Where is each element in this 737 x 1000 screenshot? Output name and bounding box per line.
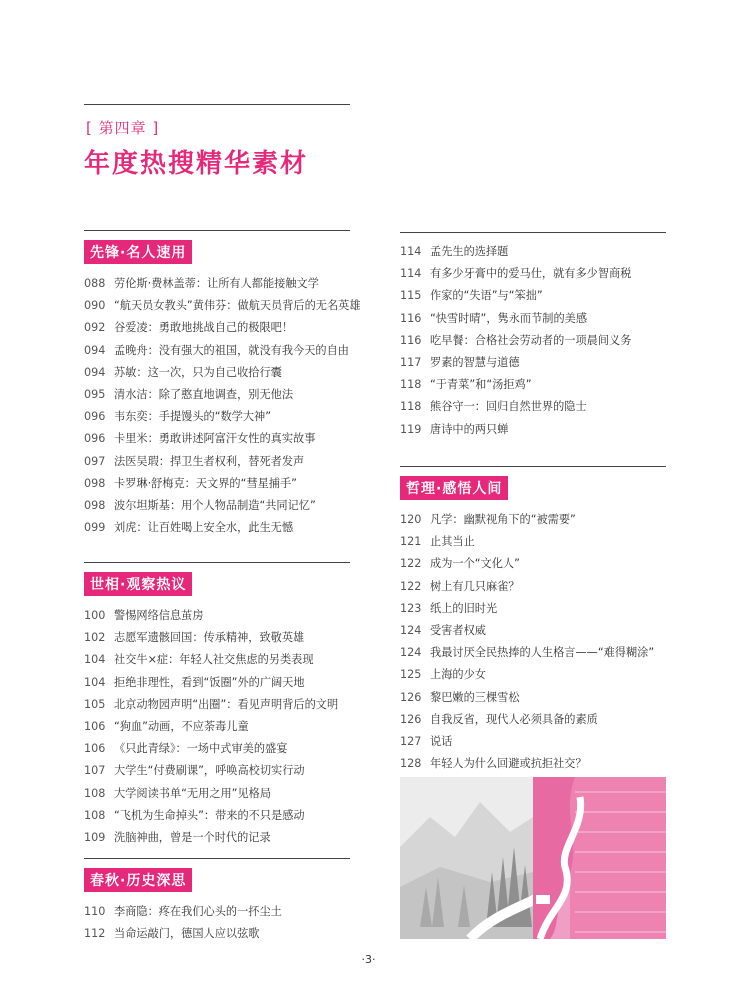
toc-page-number: 097 — [84, 454, 106, 468]
toc-page-number: 098 — [84, 498, 106, 512]
toc-entry — [400, 396, 666, 418]
toc-entry-title: “航天员女教头”黄伟芬：做航天员背后的无名英雄 — [114, 299, 361, 313]
toc-entry — [400, 553, 666, 575]
section-vanguard — [84, 230, 361, 539]
toc-entry-title: 上海的少女 — [430, 668, 486, 682]
toc-entry-title: 李商隐：疼在我们心头的一抔尘土 — [114, 905, 282, 918]
toc-entry — [400, 731, 666, 753]
toc-page-number: 090 — [84, 299, 106, 313]
landscape-illustration — [400, 777, 666, 939]
toc-page-number: 094 — [84, 365, 106, 379]
toc-entry — [84, 273, 350, 295]
toc-page-number: 126 — [400, 712, 422, 726]
toc-entry-title: 北京动物园声明“出圈”：看见声明背后的文明 — [114, 697, 339, 711]
toc-page-number: 123 — [400, 601, 422, 615]
toc-page-number: 119 — [400, 422, 422, 436]
chapter-top-rule — [84, 104, 350, 105]
section-history — [84, 858, 350, 945]
toc-entry-title: 卡罗琳·舒梅克：天文界的“彗星捕手” — [114, 476, 297, 490]
toc-page-number: 105 — [84, 697, 106, 711]
toc-page-number: 098 — [84, 476, 106, 490]
toc-page-number: 099 — [84, 521, 106, 535]
toc-entry — [84, 340, 350, 362]
toc-page-number: 104 — [84, 675, 106, 689]
toc-page-number: 114 — [400, 245, 422, 258]
toc-page-number: 092 — [84, 321, 106, 335]
toc-entry — [400, 598, 666, 620]
toc-page-number: 094 — [84, 343, 106, 357]
toc-page-number: 095 — [84, 387, 106, 401]
chapter-title: 年度热搜精华素材 — [84, 149, 309, 179]
toc-page-number: 106 — [84, 742, 106, 756]
toc-entry-title: 大学阅读书单“无用之用”见格局 — [114, 786, 272, 800]
toc-page-number: 117 — [400, 355, 422, 369]
toc-entry — [400, 352, 666, 374]
toc-entry-title: 孟先生的选择题 — [430, 245, 509, 258]
toc-entry — [84, 605, 350, 627]
toc-entry — [400, 620, 666, 642]
toc-page-number: 120 — [400, 513, 422, 526]
toc-entry-title: 苏敏：这一次，只为自己收拾行囊 — [114, 365, 282, 379]
toc-entry-title: 孟晚舟：没有强大的祖国，就没有我今天的自由 — [114, 343, 349, 357]
toc-page-number: 124 — [400, 646, 422, 660]
toc-entry — [84, 473, 350, 495]
toc-page-number: 114 — [400, 267, 422, 281]
toc-entry-title: 吃早餐：合格社会劳动者的一项晨间义务 — [430, 333, 632, 347]
page-number: ·3· — [361, 953, 376, 966]
toc-entry — [84, 295, 361, 317]
toc-entry-title: 成为一个“文化人” — [430, 557, 520, 571]
toc-page-number: 118 — [400, 400, 422, 414]
toc-entry — [400, 241, 666, 263]
toc-entry-title: 社交牛×症：年轻人社交焦虑的另类表现 — [114, 653, 314, 667]
toc-page-number: 108 — [84, 786, 106, 800]
chapter-label: [ 第四章 ] — [86, 119, 160, 137]
toc-entry — [400, 419, 666, 441]
toc-entry-title: 当命运敲门，德国人应以弦歌 — [114, 927, 260, 941]
toc-page-number: 122 — [400, 557, 422, 571]
toc-entry-title: 树上有几只麻雀？ — [430, 579, 520, 593]
toc-entry — [84, 716, 350, 738]
toc-page-number: 121 — [400, 535, 422, 549]
section-society — [84, 562, 350, 849]
toc-entry-title: 说话 — [430, 734, 453, 748]
toc-entry — [84, 649, 350, 671]
toc-page-number: 102 — [84, 631, 106, 645]
toc-entry-title: 志愿军遗骸回国：传承精神，致敬英雄 — [114, 631, 305, 645]
toc-entry — [400, 263, 666, 285]
toc-entry — [400, 531, 666, 553]
toc-entry — [400, 642, 666, 664]
toc-entry — [400, 330, 666, 352]
toc-entry — [400, 374, 666, 396]
toc-entry-title: 拒绝非理性，看到“饭圈”外的广阔天地 — [114, 675, 305, 689]
toc-entry — [400, 664, 666, 686]
toc-entry-title: 唐诗中的两只蝉 — [430, 422, 509, 436]
toc-list — [400, 509, 666, 775]
toc-entry — [84, 672, 350, 694]
toc-entry — [84, 760, 350, 782]
section-header: 春秋·历史深思 — [84, 868, 192, 892]
toc-entry — [400, 308, 666, 330]
toc-entry-title: “于青菜”和“汤拒鸡” — [430, 378, 532, 392]
toc-entry-title: 韦东奕：手提馒头的“数学大神” — [114, 410, 272, 424]
toc-entry — [400, 509, 666, 531]
toc-page-number: 088 — [84, 277, 106, 290]
toc-entry — [84, 495, 350, 517]
toc-page-number: 125 — [400, 668, 422, 682]
toc-entry-title: 劳伦斯·费林盖蒂：让所有人都能接触文学 — [114, 277, 319, 290]
toc-page-number: 124 — [400, 623, 422, 637]
section-philosophy — [400, 466, 666, 775]
toc-entry-title: 洗脑神曲，曾是一个时代的记录 — [114, 830, 271, 844]
toc-entry-title: “飞机为生命掉头”：带来的不只是感动 — [114, 808, 305, 822]
toc-entry-title: 警惕网络信息茧房 — [114, 609, 204, 622]
toc-entry-title: 自我反省，现代人必须具备的素质 — [430, 712, 598, 726]
toc-page-number: 107 — [84, 764, 106, 778]
section-rule — [84, 230, 350, 231]
toc-entry-title: 《只此青绿》：一场中式审美的盛宴 — [114, 742, 288, 756]
toc-entry-title: 凡学：幽默视角下的“被需要” — [430, 513, 576, 526]
toc-entry — [400, 709, 666, 731]
toc-entry-title: 罗素的智慧与道德 — [430, 355, 520, 369]
toc-entry — [84, 923, 350, 945]
toc-entry-title: 谷爱凌：勇敢地挑战自己的极限吧！ — [114, 321, 294, 335]
section-header: 世相·观察热议 — [84, 572, 192, 596]
section-header: 哲理·感悟人间 — [400, 476, 508, 500]
toc-entry — [400, 753, 666, 775]
toc-entry — [84, 827, 350, 849]
toc-entry-title: “狗血”动画，不应荼毒儿童 — [114, 719, 249, 733]
toc-entry — [84, 805, 350, 827]
toc-page-number: 112 — [84, 927, 106, 941]
toc-entry — [400, 687, 666, 709]
section-header: 先锋·名人速用 — [84, 240, 192, 264]
toc-entry-title: 熊谷守一：回归自然世界的隐士 — [430, 400, 587, 414]
toc-entry — [84, 738, 350, 760]
toc-entry — [84, 627, 350, 649]
toc-entry — [84, 517, 350, 539]
toc-entry-title: 受害者权威 — [430, 623, 486, 637]
toc-entry-title: 卡里米：勇敢讲述阿富汗女性的真实故事 — [114, 432, 316, 446]
section-rule — [400, 232, 666, 233]
toc-entry — [84, 901, 350, 923]
toc-list — [400, 241, 666, 441]
toc-page-number: 100 — [84, 609, 106, 622]
toc-entry — [400, 285, 666, 307]
toc-entry — [84, 406, 350, 428]
toc-list — [84, 605, 350, 849]
toc-entry — [84, 362, 350, 384]
toc-entry — [84, 451, 350, 473]
toc-page-number: 104 — [84, 653, 106, 667]
toc-entry-title: 法医吴瑕：捍卫生者权利，替死者发声 — [114, 454, 305, 468]
toc-page-number: 127 — [400, 734, 422, 748]
toc-page-number: 109 — [84, 830, 106, 844]
toc-page-number: 116 — [400, 311, 422, 325]
toc-page-number: 108 — [84, 808, 106, 822]
section-history-continued — [400, 232, 666, 441]
toc-list — [84, 273, 361, 539]
toc-page-number: 126 — [400, 690, 422, 704]
toc-page-number: 096 — [84, 432, 106, 446]
toc-page-number: 116 — [400, 333, 422, 347]
toc-page-number: 118 — [400, 378, 422, 392]
toc-entry-title: 波尔坦斯基：用个人物品制造“共同记忆” — [114, 498, 316, 512]
toc-entry — [400, 576, 666, 598]
toc-entry-title: 黎巴嫩的三棵雪松 — [430, 690, 520, 704]
toc-page-number: 122 — [400, 579, 422, 593]
toc-entry-title: 止其当止 — [430, 535, 475, 549]
toc-list — [84, 901, 350, 945]
toc-entry-title: 有多少牙膏中的爱马仕，就有多少智商税 — [430, 267, 632, 281]
toc-page-number: 096 — [84, 410, 106, 424]
section-rule — [84, 858, 350, 859]
toc-entry — [84, 783, 350, 805]
toc-entry-title: 纸上的旧时光 — [430, 601, 498, 615]
toc-entry-title: “快雪时晴”，隽永而节制的美感 — [430, 311, 588, 325]
section-rule — [84, 562, 350, 563]
toc-entry-title: 作家的“失语”与“笨拙” — [430, 289, 543, 303]
toc-entry-title: 大学生“付费刷课”，呼唤高校切实行动 — [114, 764, 305, 778]
toc-entry-title: 清水洁：除了憨直地调查，别无他法 — [114, 387, 294, 401]
toc-page-number: 106 — [84, 719, 106, 733]
toc-entry — [84, 317, 350, 339]
toc-entry-title: 刘虎：让百姓喝上安全水，此生无憾 — [114, 521, 294, 535]
section-rule — [400, 466, 666, 467]
toc-page-number: 115 — [400, 289, 422, 303]
toc-entry — [84, 384, 350, 406]
toc-page-number: 110 — [84, 905, 106, 918]
toc-page-number: 128 — [400, 757, 422, 771]
toc-entry-title: 年轻人为什么回避或抗拒社交？ — [430, 757, 587, 771]
toc-entry — [84, 428, 350, 450]
toc-entry-title: 我最讨厌全民热捧的人生格言——“难得糊涂” — [430, 646, 655, 660]
toc-entry — [84, 694, 350, 716]
